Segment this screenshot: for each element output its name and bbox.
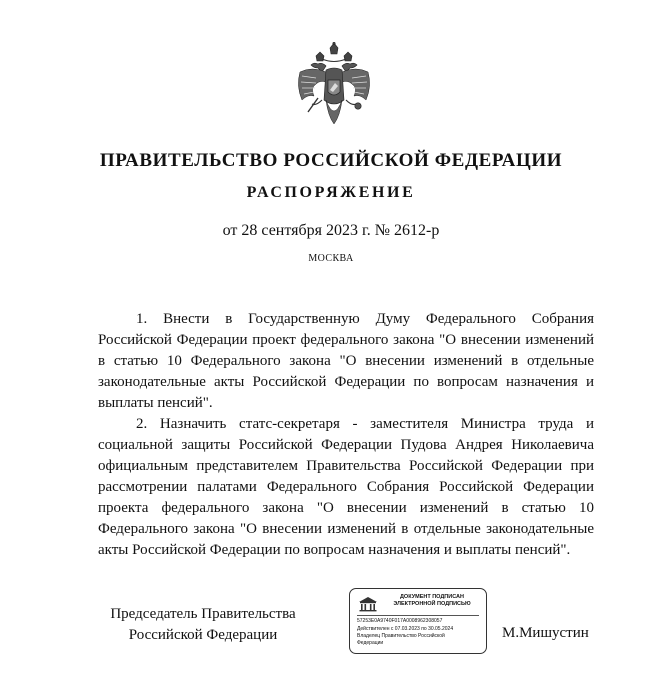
stamp-validity: Действителен с 07.03.2023 по 30.05.2024 <box>357 626 454 632</box>
document-city: МОСКВА <box>308 253 354 264</box>
stamp-owner-suffix: Федерации <box>357 640 384 646</box>
russia-coat-of-arms-icon <box>292 42 376 138</box>
signer-title: Председатель Правительства Российской Федерации <box>110 606 296 643</box>
stamp-divider <box>357 615 479 616</box>
document-type: РАСПОРЯЖЕНИЕ <box>246 184 416 201</box>
document-date-number: от 28 сентября 2023 г. № 2612-р <box>222 222 440 239</box>
building-icon <box>358 596 378 612</box>
document-body <box>98 309 594 561</box>
organization-title: ПРАВИТЕЛЬСТВО РОССИЙСКОЙ ФЕДЕРАЦИИ <box>99 150 563 171</box>
signer-name: М.Мишустин <box>502 625 589 641</box>
paragraph-1: 1. Внести в Государственную Думу Федерального Собрания Российской Федерации проект федерального закона "О внесении изменений в статью 10 Федерального закона "О внесении изменений в отдельные законодательные акты Российской Федерации по вопросам назначения и выплаты пенсий". <box>98 311 594 411</box>
stamp-certificate: 57253E0A9740F017A0008962308057 <box>357 618 443 624</box>
electronic-signature-stamp <box>349 588 487 654</box>
stamp-owner: Владелец Правительство Российской <box>357 633 445 639</box>
paragraph-2: 2. Назначить статс-секретаря - заместителя Министра труда и социальной защиты Российской Федерации Пудова Андрея Николаевича официальным представителем Правительства Российской Федерации при рассмотрении палатами Федерального Собрания Российской Федерации проекта федерального закона "О внесении изменений в статью 10 Федерального закона "О внесении изменений в отдельные законодательные акты Российской Федерации по вопросам назначения и выплаты пенсий". <box>98 416 594 558</box>
stamp-header: ДОКУМЕНТ ПОДПИСАН ЭЛЕКТРОННОЙ ПОДПИСЬЮ <box>393 594 471 607</box>
